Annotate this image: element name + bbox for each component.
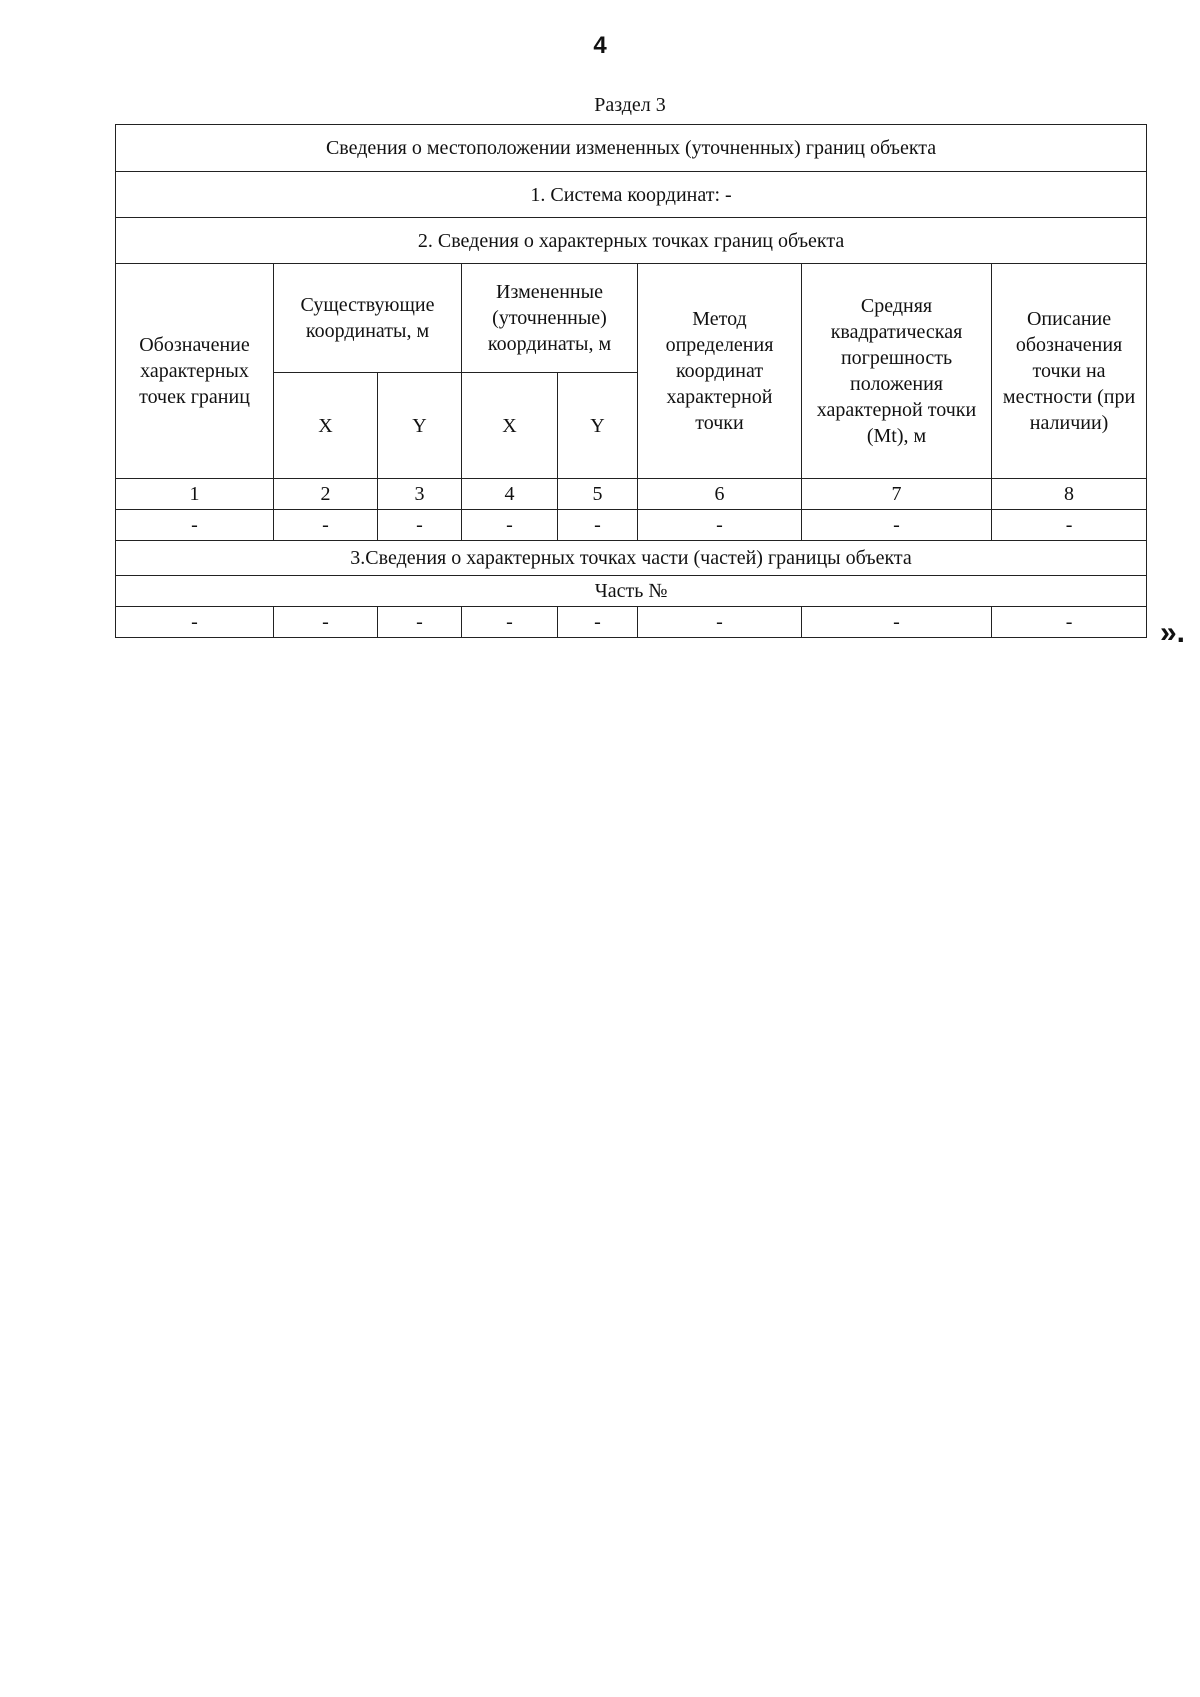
table-cell: - — [274, 510, 378, 541]
table-title: Сведения о местоположении измененных (уточненных) границ объекта — [116, 125, 1147, 172]
subsection-points-heading: 2. Сведения о характерных точках границ объекта — [116, 218, 1147, 264]
section-label: Раздел 3 — [594, 94, 666, 116]
column-number: 2 — [274, 479, 378, 510]
boundary-table — [115, 124, 1147, 638]
header-existing-y: Y — [378, 373, 462, 479]
header-method: Метод определения координат характерной точки — [638, 264, 802, 479]
header-existing-x: X — [274, 373, 378, 479]
column-numbers-row — [116, 479, 1147, 510]
header-existing-coords: Существующие координаты, м — [274, 264, 462, 373]
part-label: Часть № — [116, 576, 1147, 607]
column-number: 4 — [462, 479, 558, 510]
table-cell: - — [116, 510, 274, 541]
column-number: 8 — [992, 479, 1147, 510]
header-mean-error: Средняя квадратическая погрешность положения характерной точки (Mt), м — [802, 264, 992, 479]
column-number: 6 — [638, 479, 802, 510]
table-cell: - — [558, 510, 638, 541]
table-cell: - — [378, 607, 462, 638]
table-cell: - — [558, 607, 638, 638]
coordinate-system: 1. Система координат: - — [116, 172, 1147, 218]
column-number: 1 — [116, 479, 274, 510]
table-cell: - — [116, 607, 274, 638]
table-cell: - — [992, 510, 1147, 541]
table-cell: - — [462, 510, 558, 541]
page-number: 4 — [593, 32, 607, 59]
table-cell: - — [638, 510, 802, 541]
column-number: 7 — [802, 479, 992, 510]
closing-quote-mark: ». — [1160, 616, 1186, 649]
table-cell: - — [638, 607, 802, 638]
table-row — [116, 607, 1147, 638]
column-number: 3 — [378, 479, 462, 510]
header-changed-y: Y — [558, 373, 638, 479]
table-cell: - — [378, 510, 462, 541]
table-row — [116, 510, 1147, 541]
column-number: 5 — [558, 479, 638, 510]
table-cell: - — [992, 607, 1147, 638]
table-cell: - — [274, 607, 378, 638]
table-cell: - — [802, 607, 992, 638]
subsection-parts-heading: 3.Сведения о характерных точках части (частей) границы объекта — [116, 541, 1147, 576]
header-description: Описание обозначения точки на местности (при наличии) — [992, 264, 1147, 479]
table-cell: - — [802, 510, 992, 541]
header-changed-x: X — [462, 373, 558, 479]
table-cell: - — [462, 607, 558, 638]
header-designation: Обозначение характерных точек границ — [116, 264, 274, 479]
header-changed-coords: Измененные (уточненные) координаты, м — [462, 264, 638, 373]
